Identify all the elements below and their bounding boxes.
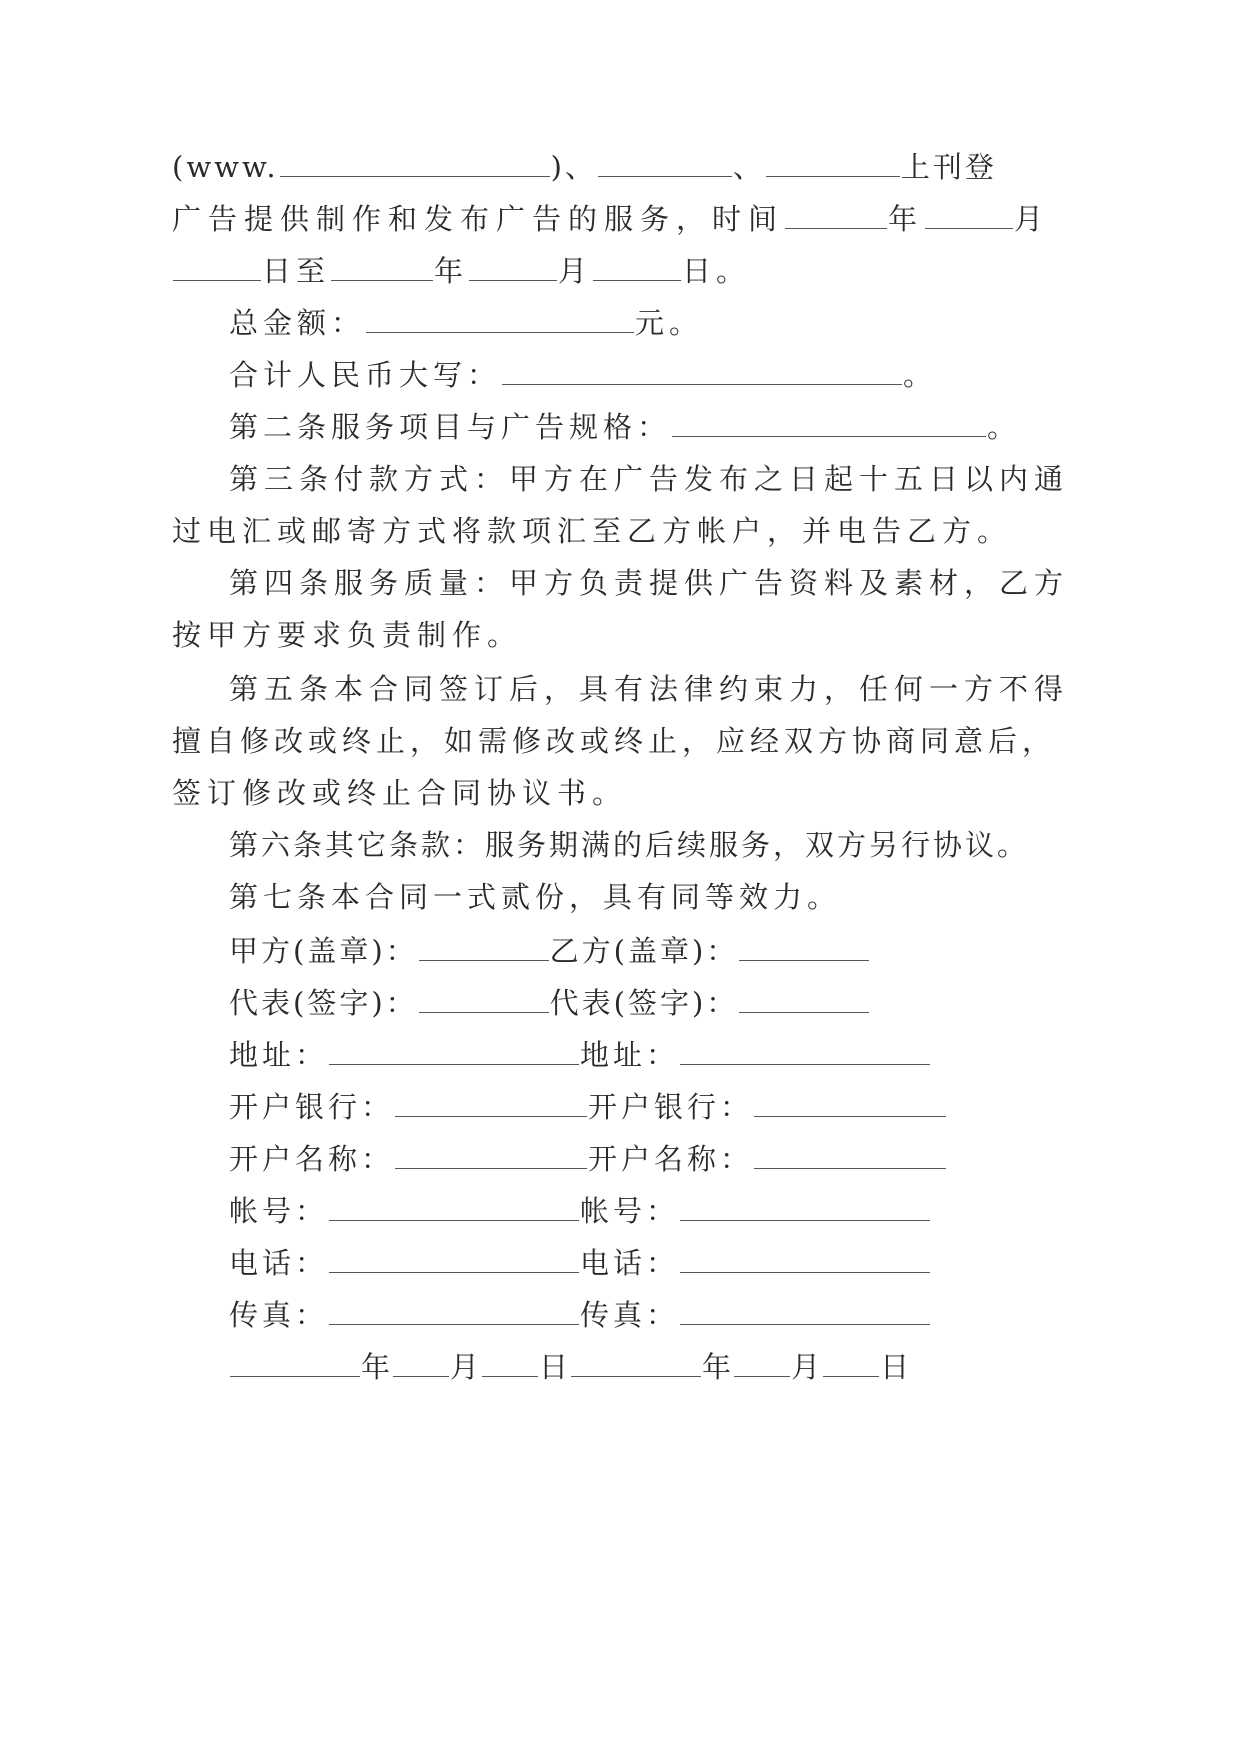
- blank-field[interactable]: [785, 192, 887, 229]
- blank-field[interactable]: [680, 1288, 930, 1325]
- blank-field[interactable]: [598, 140, 732, 177]
- text-run: 年: [702, 1350, 734, 1384]
- text-run: 日至: [262, 254, 331, 288]
- text-run: 擅自修改或终止，如需修改或终止，应经双方协商同意后，: [172, 724, 1057, 758]
- text-run: 开户银行：: [588, 1090, 754, 1124]
- text-run: 。: [903, 358, 938, 392]
- text-run: 开户名称：: [229, 1142, 395, 1176]
- text-line: [229, 1286, 931, 1344]
- text-run: )、: [550, 150, 597, 184]
- blank-field[interactable]: [419, 976, 549, 1013]
- text-line: [172, 606, 522, 664]
- text-run: 过电汇或邮寄方式将款项汇至乙方帐户，并电告乙方。: [172, 514, 1013, 548]
- blank-field[interactable]: [329, 1288, 579, 1325]
- blank-field[interactable]: [680, 1236, 930, 1273]
- text-line: [229, 1234, 931, 1292]
- text-run: 传真：: [580, 1298, 680, 1332]
- text-run: 上刊登: [900, 150, 997, 184]
- blank-field[interactable]: [672, 400, 986, 437]
- text-line: [229, 346, 937, 404]
- text-run: 日: [539, 1350, 571, 1384]
- blank-field[interactable]: [754, 1132, 946, 1169]
- blank-field[interactable]: [593, 244, 681, 281]
- text-run: 地址：: [229, 1038, 329, 1072]
- text-run: 月: [450, 1350, 482, 1384]
- blank-field[interactable]: [823, 1340, 879, 1377]
- text-line: [172, 138, 997, 196]
- text-run: 年: [361, 1350, 393, 1384]
- blank-field[interactable]: [734, 1340, 790, 1377]
- text-line: [172, 242, 750, 300]
- text-run: 甲方(盖章)：: [229, 934, 418, 968]
- text-run: 年: [434, 254, 469, 288]
- text-run: (www.: [172, 150, 279, 184]
- text-run: 日。: [682, 254, 751, 288]
- text-line: [229, 974, 870, 1032]
- text-line: [229, 1338, 911, 1396]
- text-line: [229, 554, 1069, 612]
- text-line: [229, 868, 841, 926]
- blank-field[interactable]: [502, 348, 902, 385]
- text-line: [172, 190, 1050, 248]
- text-run: 第三条付款方式：甲方在广告发布之日起十五日以内通: [229, 462, 1070, 496]
- text-line: [229, 1130, 947, 1188]
- blank-field[interactable]: [680, 1184, 930, 1221]
- blank-field[interactable]: [754, 1080, 946, 1117]
- text-run: 代表(签字)：: [229, 986, 418, 1020]
- text-line: [229, 294, 703, 352]
- text-run: 年: [888, 202, 925, 236]
- text-line: [229, 1182, 931, 1240]
- text-run: 开户银行：: [229, 1090, 395, 1124]
- text-run: 电话：: [580, 1246, 680, 1280]
- text-line: [229, 660, 1069, 718]
- text-line: [229, 1078, 947, 1136]
- text-run: 乙方(盖章)：: [549, 934, 739, 968]
- blank-field[interactable]: [739, 924, 869, 961]
- text-run: 第七条本合同一式贰份，具有同等效力。: [229, 880, 842, 914]
- blank-field[interactable]: [280, 140, 550, 177]
- text-run: 月: [558, 254, 593, 288]
- text-run: 元。: [635, 306, 704, 340]
- blank-field[interactable]: [419, 924, 549, 961]
- text-run: 月: [1014, 202, 1051, 236]
- blank-field[interactable]: [331, 244, 433, 281]
- text-line: [229, 922, 870, 980]
- blank-field[interactable]: [230, 1340, 360, 1377]
- text-run: 帐号：: [580, 1194, 680, 1228]
- text-run: 月: [791, 1350, 823, 1384]
- blank-field[interactable]: [395, 1080, 587, 1117]
- blank-field[interactable]: [739, 976, 869, 1013]
- blank-field[interactable]: [395, 1132, 587, 1169]
- text-line: [172, 502, 1012, 560]
- text-run: 合计人民币大写：: [229, 358, 502, 392]
- text-run: 地址：: [580, 1038, 680, 1072]
- text-line: [229, 398, 1021, 456]
- text-run: 第六条其它条款：服务期满的后续服务，双方另行协议。: [229, 828, 1030, 862]
- text-run: 、: [732, 150, 765, 184]
- blank-field[interactable]: [173, 244, 261, 281]
- text-run: 第四条服务质量：甲方负责提供广告资料及素材，乙方: [229, 566, 1070, 600]
- blank-field[interactable]: [482, 1340, 538, 1377]
- blank-field[interactable]: [366, 296, 634, 333]
- blank-field[interactable]: [329, 1184, 579, 1221]
- text-line: [229, 450, 1069, 508]
- blank-field[interactable]: [329, 1236, 579, 1273]
- blank-field[interactable]: [469, 244, 557, 281]
- text-run: 总金额：: [229, 306, 366, 340]
- text-run: 按甲方要求负责制作。: [172, 618, 523, 652]
- text-run: 第二条服务项目与广告规格：: [229, 410, 672, 444]
- text-run: 签订修改或终止合同协议书。: [172, 776, 628, 810]
- blank-field[interactable]: [571, 1340, 701, 1377]
- text-run: 开户名称：: [588, 1142, 754, 1176]
- text-run: 日: [880, 1350, 912, 1384]
- text-run: 电话：: [229, 1246, 329, 1280]
- text-run: 广告提供制作和发布广告的服务，时间: [172, 202, 785, 236]
- text-line: [229, 816, 1029, 874]
- text-line: [172, 764, 627, 822]
- text-run: 。: [987, 410, 1022, 444]
- blank-field[interactable]: [329, 1028, 579, 1065]
- blank-field[interactable]: [766, 140, 900, 177]
- text-line: [229, 1026, 931, 1084]
- text-run: 代表(签字)：: [549, 986, 739, 1020]
- blank-field[interactable]: [925, 192, 1013, 229]
- blank-field[interactable]: [393, 1340, 449, 1377]
- text-run: 帐号：: [229, 1194, 329, 1228]
- text-run: 传真：: [229, 1298, 329, 1332]
- blank-field[interactable]: [680, 1028, 930, 1065]
- text-line: [172, 712, 1056, 770]
- text-run: 第五条本合同签订后，具有法律约束力，任何一方不得: [229, 672, 1070, 706]
